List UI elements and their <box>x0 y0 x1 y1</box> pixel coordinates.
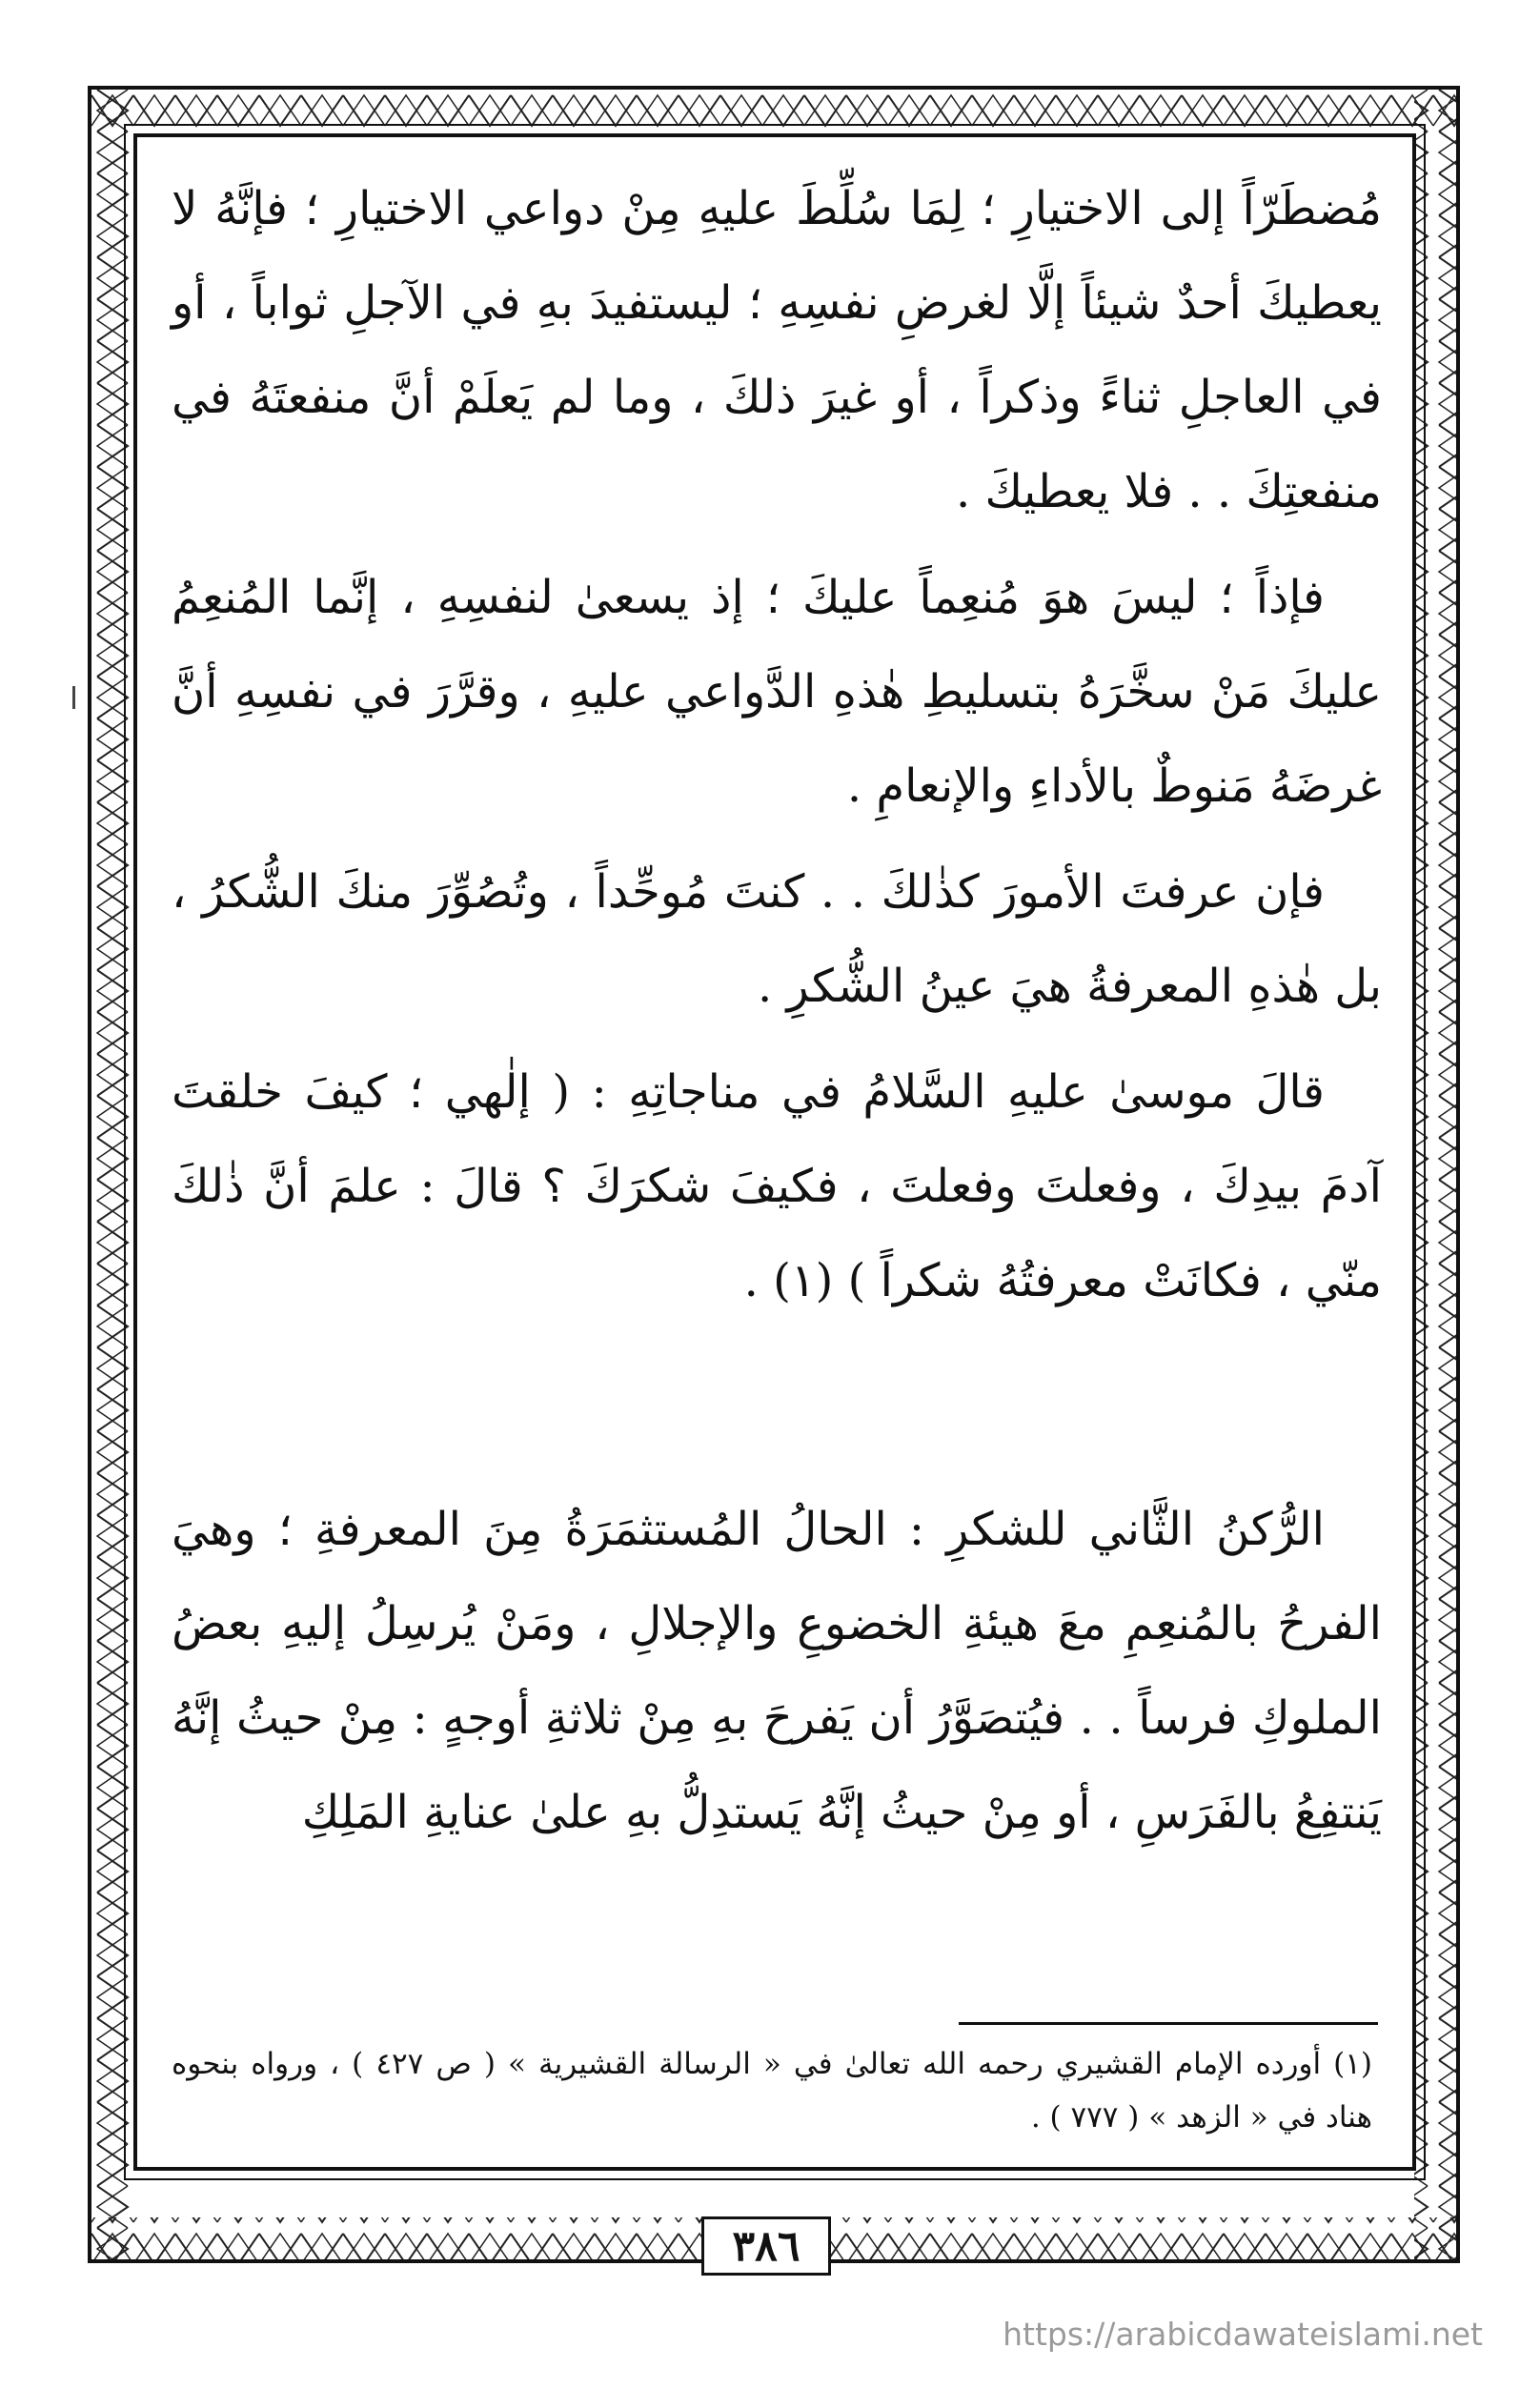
scan-artifact <box>72 686 75 709</box>
page-number: ٣٨٦ <box>701 2216 831 2276</box>
paragraph-2: فإذاً ؛ ليسَ هوَ مُنعِماً عليكَ ؛ إذ يسعىٰ لنفسِهِ ، إنَّما المُنعِمُ عليكَ مَنْ سخَّرَهُ بتسليطِ هٰذهِ الدَّواعي عليهِ ، وقرَّرَ في نفسِهِ أنَّ غرضَهُ مَنوطٌ بالأداءِ والإنعامِ . <box>172 571 1382 813</box>
footnote: (١) أورده الإمام القشيري رحمه الله تعالىٰ في « الرسالة القشيرية » ( ص ٤٢٧ ) ، ورواه بنحوه هناد في « الزهد » ( ٧٧٧ ) . <box>172 2047 1373 2135</box>
paragraph-1: مُضطَرّاً إلى الاختيارِ ؛ لِمَا سُلِّطَ عليهِ مِنْ دواعي الاختيارِ ؛ فإنَّهُ لا يعطيكَ أحدٌ شيئاً إلَّا لغرضِ نفسِهِ ؛ ليستفيدَ بهِ في الآجلِ ثواباً ، أو في العاجلِ ثناءً وذكراً ، أو غيرَ ذلكَ ، وما لم يَعلَمْ أنَّ منفعتَهُ في منفعتِكَ . . فلا يعطيكَ . <box>172 182 1382 518</box>
main-text <box>172 162 1382 1872</box>
paragraph-4: قالَ موسىٰ عليهِ السَّلامُ في مناجاتِهِ : ( إلٰهي ؛ كيفَ خلقتَ آدمَ بيدِكَ ، وفعلتَ وفعلتَ ، فكيفَ شكرَكَ ؟ قالَ : علمَ أنَّ ذٰلكَ منّي ، فكانَتْ معرفتُهُ شكراً ) (١) . <box>172 1065 1382 1307</box>
paragraph-5: الرُّكنُ الثَّاني للشكرِ : الحالُ المُستثمَرَةُ مِنَ المعرفةِ ؛ وهيَ الفرحُ بالمُنعِمِ معَ هيئةِ الخضوعِ والإجلالِ ، ومَنْ يُرسِلُ إليهِ بعضُ الملوكِ فرساً . . فيُتصَوَّرُ أن يَفرحَ بهِ مِنْ ثلاثةِ أوجهٍ : مِنْ حيثُ إنَّهُ يَنتفِعُ بالفَرَسِ ، أو مِنْ حيثُ إنَّهُ يَستدِلُّ بهِ علىٰ عنايةِ المَلِكِ <box>172 1503 1382 1839</box>
footnote-separator <box>959 2022 1378 2025</box>
section-gap <box>172 1340 1382 1483</box>
watermark-url: https://arabicdawateislami.net <box>1003 2316 1483 2353</box>
paragraph-3: فإن عرفتَ الأمورَ كذٰلكَ . . كنتَ مُوحِّداً ، وتُصُوِّرَ منكَ الشُّكرُ ، بل هٰذهِ المعرفةُ هيَ عينُ الشُّكرِ . <box>172 865 1382 1013</box>
